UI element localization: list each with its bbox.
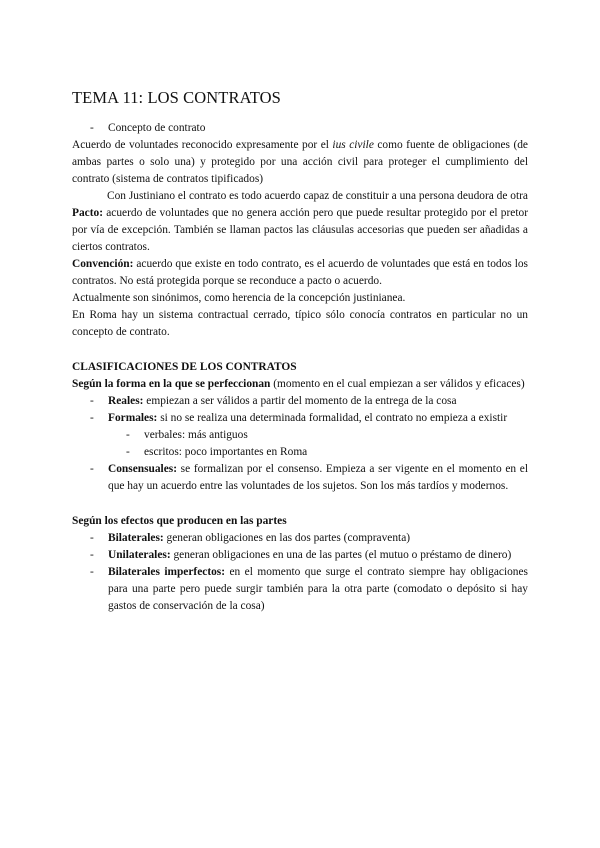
- dash-bullet: -: [126, 429, 130, 441]
- text-span: acuerdo que existe en todo contrato, es el acuerdo de voluntades que está en todos los contratos. No está protegida porque se reconduce a pacto o acuerdo.: [72, 258, 528, 287]
- dash-bullet: -: [90, 532, 94, 544]
- bold-term: Reales:: [108, 395, 144, 407]
- list-item-concepto: [72, 120, 528, 137]
- text-span: se formalizan por el consenso. Empieza a ser vigente en el momento en el que hay un acuerdo entre las voluntades de los sujetos. Son los más tardíos y modernos.: [108, 463, 528, 492]
- paragraph-convencion: [72, 256, 528, 290]
- text-span: escritos: poco importantes en Roma: [144, 446, 308, 458]
- text-span: como fuente de obligaciones (de ambas partes o solo una) y protegido por una acción civil para proteger el cumplimiento del contrato (sistema de contratos tipificados): [72, 139, 528, 185]
- text-span: acuerdo de voluntades que no genera acción pero que puede resultar protegido por el pretor por vía de excepción. También se llaman pactos las cláusulas accesorias que pueden ser añadidas a ciertos contratos.: [72, 207, 528, 253]
- text-span: Acuerdo de voluntades reconocido expresamente por el: [72, 139, 333, 151]
- paragraph-acuerdo: [72, 137, 528, 188]
- text-span: empiezan a ser válidos a partir del momento de la entrega de la cosa: [143, 395, 457, 407]
- paragraph-justiniano: Con Justiniano el contrato es todo acuerdo capaz de constituir a una persona deudora de otra: [107, 190, 528, 202]
- paragraph-actualmente: Actualmente son sinónimos, como herencia de la concepción justinianea.: [72, 292, 406, 304]
- italic-term: ius civile: [332, 139, 374, 151]
- bold-term: Unilaterales:: [108, 549, 171, 561]
- dash-bullet: -: [90, 549, 94, 561]
- section-heading-clasificaciones: CLASIFICACIONES DE LOS CONTRATOS: [72, 361, 297, 373]
- list-item-bilaterales-imperfectos: [72, 564, 528, 615]
- text-span: (momento en el cual empiezan a ser válidos y eficaces): [270, 378, 525, 390]
- list-item-bilaterales: [72, 530, 528, 547]
- list-item-reales: [72, 393, 528, 410]
- dash-bullet: -: [90, 412, 94, 424]
- text-span: en el momento que surge el contrato siempre hay obligaciones para una parte pero puede surgir también para la otra parte (comodato o depósito si hay gastos de conservación de la cosa): [108, 566, 528, 612]
- dash-bullet: -: [90, 122, 94, 134]
- spacer: [72, 341, 528, 359]
- bold-term: Según los efectos que producen en las partes: [72, 515, 287, 527]
- bold-term: Bilaterales imperfectos:: [108, 566, 226, 578]
- dash-bullet: -: [90, 463, 94, 475]
- text-span: generan obligaciones en una de las partes (el mutuo o préstamo de dinero): [170, 549, 512, 561]
- sub-list-item-escritos: [72, 444, 528, 461]
- dash-bullet: -: [90, 395, 94, 407]
- sub-list-item-verbales: [72, 427, 528, 444]
- list-item-formales: [72, 410, 528, 427]
- bold-term: Según la forma en la que se perfeccionan: [72, 378, 271, 390]
- bold-term: Convención:: [72, 258, 134, 270]
- paragraph-forma: [72, 376, 528, 393]
- list-item-consensuales: [72, 461, 528, 495]
- bold-term: Bilaterales:: [108, 532, 164, 544]
- text-span: verbales: más antiguos: [144, 429, 248, 441]
- dash-bullet: -: [90, 566, 94, 578]
- paragraph-efectos: [72, 513, 528, 530]
- paragraph-roma: En Roma hay un sistema contractual cerrado, típico sólo conocía contratos en particular no un concepto de contrato.: [72, 309, 528, 338]
- concepto-bullet-text: Concepto de contrato: [108, 122, 206, 134]
- bold-term: Consensuales:: [108, 463, 177, 475]
- dash-bullet: -: [126, 446, 130, 458]
- text-span: generan obligaciones en las dos partes (compraventa): [163, 532, 411, 544]
- text-span: si no se realiza una determinada formalidad, el contrato no empieza a existir: [157, 412, 508, 424]
- page-title: TEMA 11: LOS CONTRATOS: [72, 88, 281, 107]
- spacer: [72, 495, 528, 513]
- list-item-unilaterales: [72, 547, 528, 564]
- paragraph-pacto: [72, 205, 528, 256]
- bold-term: Pacto:: [72, 207, 103, 219]
- document-page: [72, 88, 528, 615]
- bold-term: Formales:: [108, 412, 158, 424]
